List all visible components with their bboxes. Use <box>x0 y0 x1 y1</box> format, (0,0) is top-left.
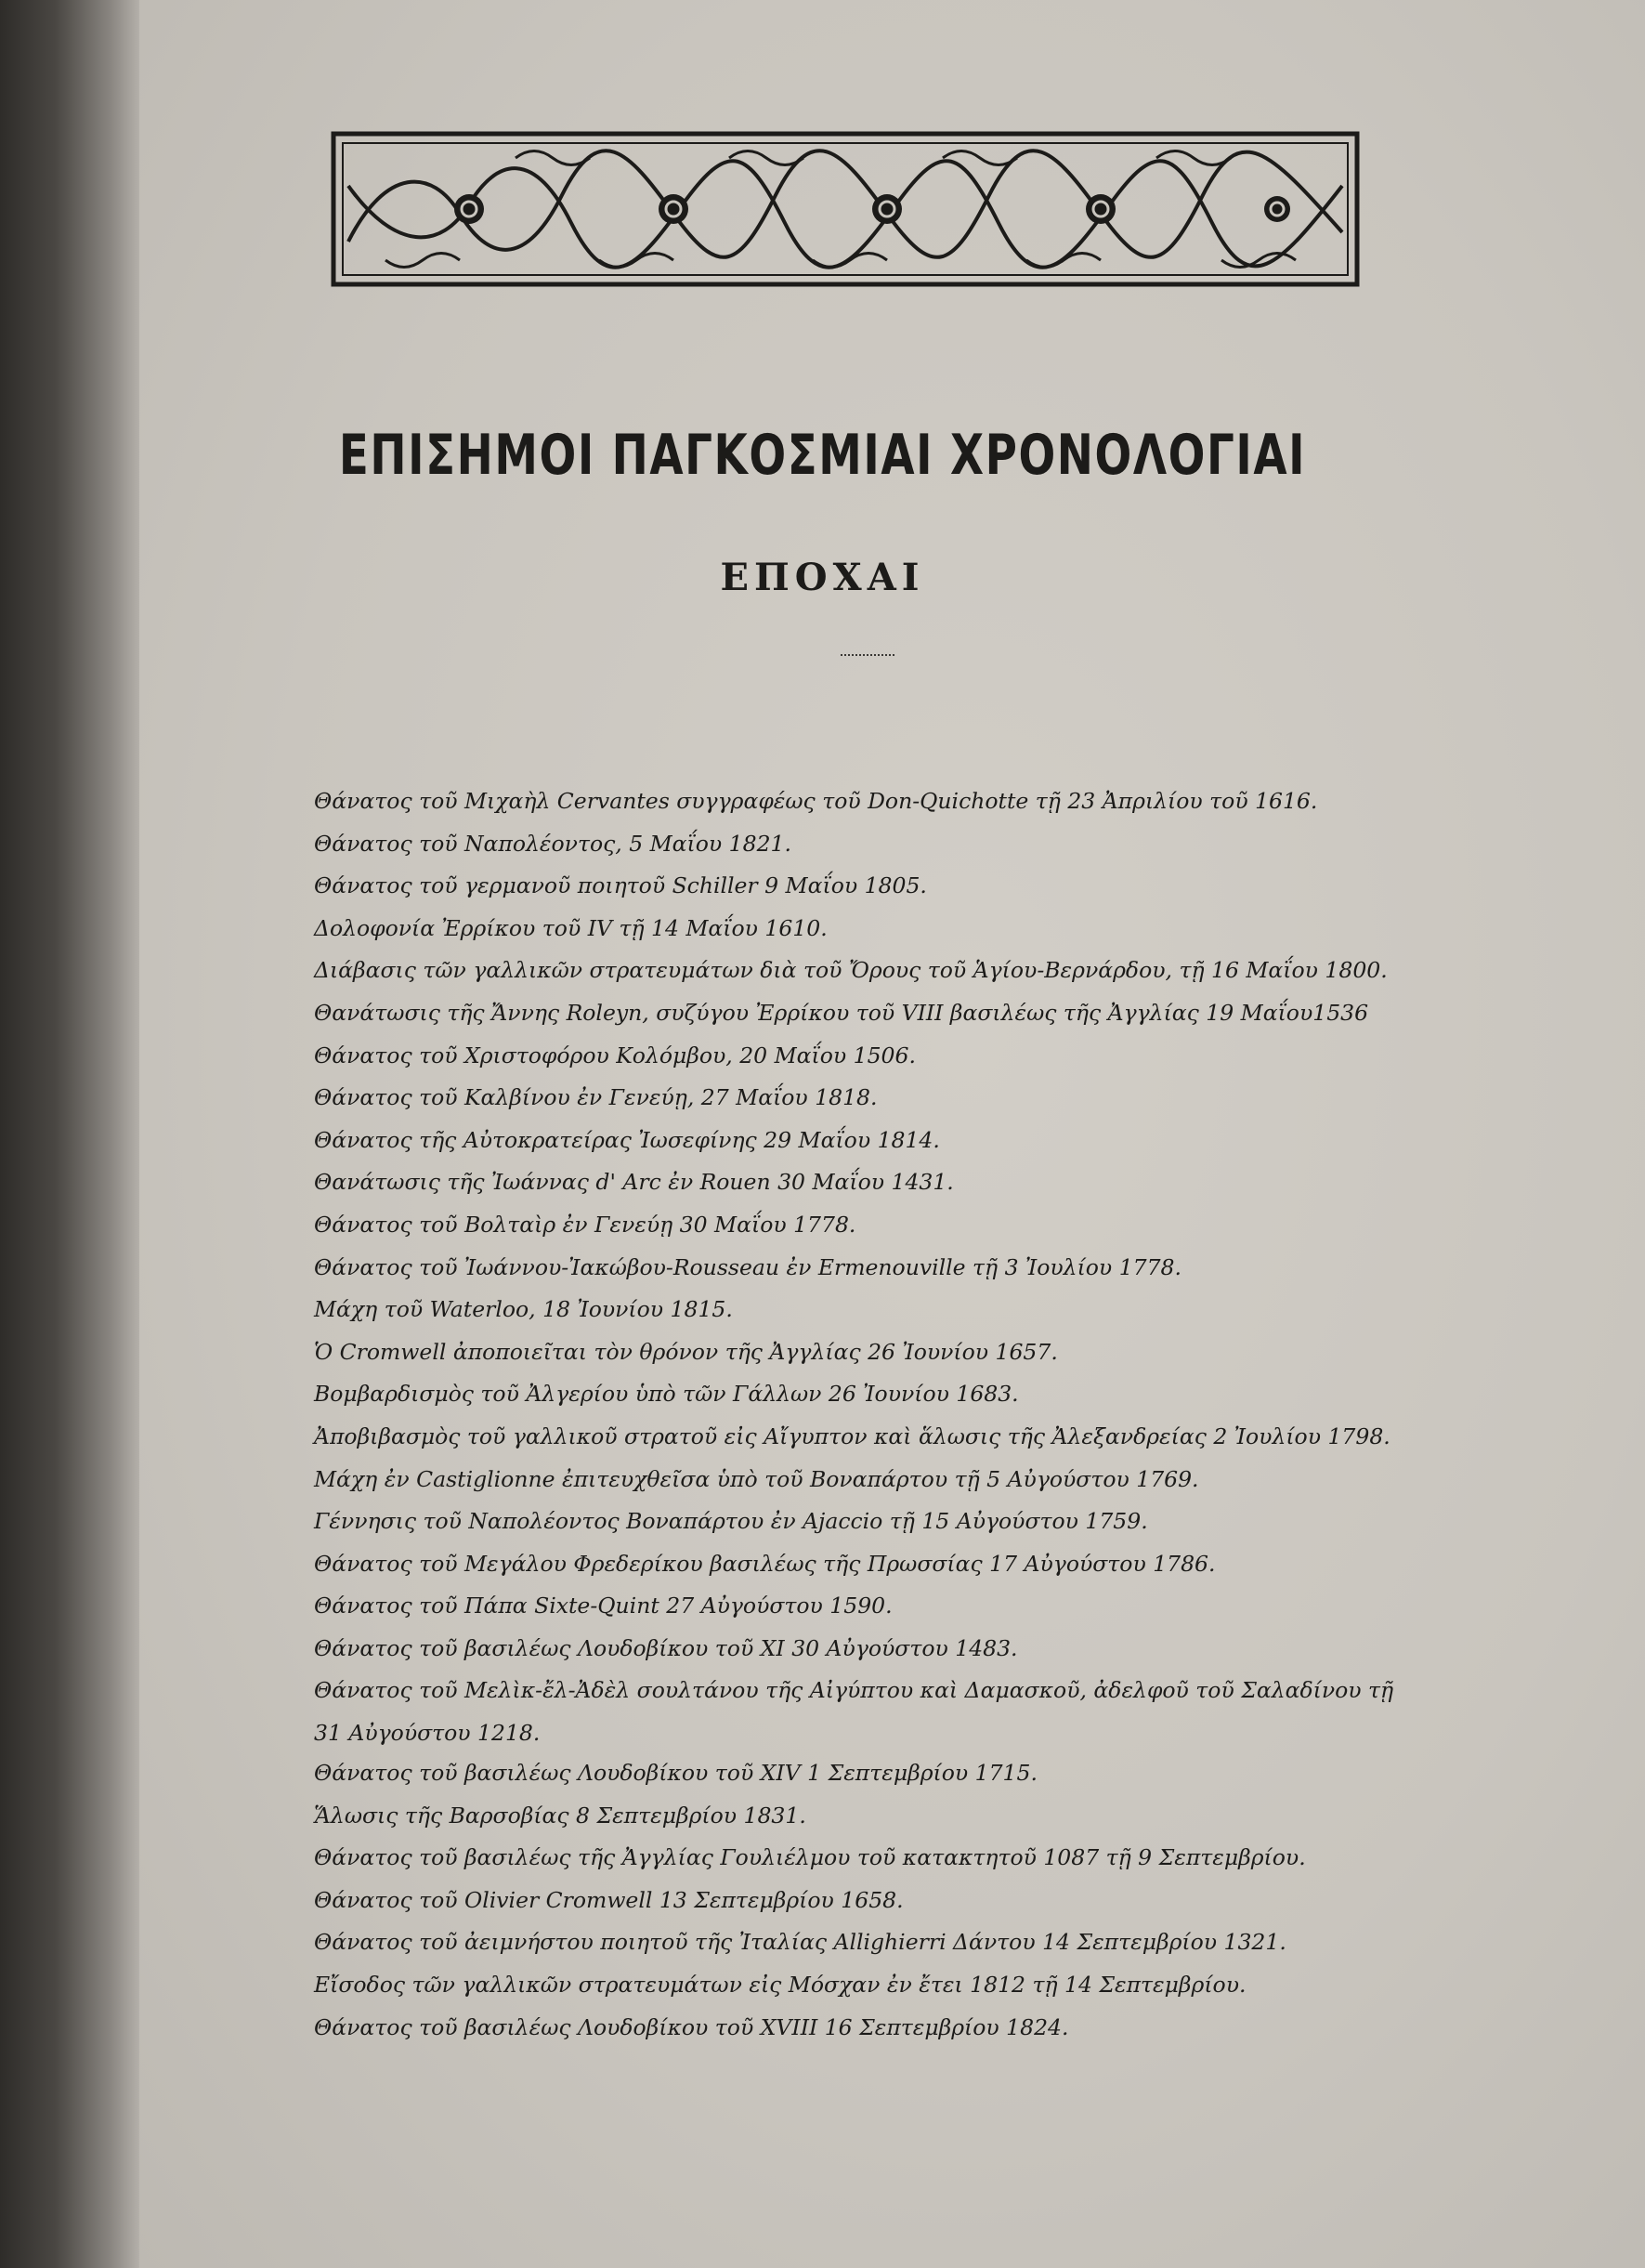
list-item: Θάνατος τοῦ Ναπολέοντος, 5 Μαΐου 1821. <box>314 830 791 857</box>
book-gutter-shadow <box>0 0 139 2268</box>
list-item: Θάνατος τοῦ Βολταὶρ ἐν Γενεύῃ 30 Μαΐου 1778. <box>314 1211 856 1238</box>
chronology-list <box>314 780 1424 2049</box>
list-item-continuation: 31 Αὐγούστου 1218. <box>314 1720 541 1747</box>
ornamental-header-band <box>330 130 1361 288</box>
list-item: Θανάτωσις τῆς Ἄννης Roleyn, συζύγου Ἐρρίκου τοῦ VIII βασιλέως τῆς Ἀγγλίας 19 Μαΐου1536 <box>314 999 1369 1026</box>
list-item: Θανάτωσις τῆς Ἰωάννας d' Arc ἐν Rouen 30 Μαΐου 1431. <box>314 1169 954 1196</box>
list-item: Θάνατος τοῦ Μελὶκ-ἔλ-Ἀδὲλ σουλτάνου τῆς Αἰγύπτου καὶ Δαμασκοῦ, ἀδελφοῦ τοῦ Σαλαδίνου τῇ <box>314 1677 1394 1704</box>
list-item: Διάβασις τῶν γαλλικῶν στρατευμάτων διὰ τοῦ Ὄρους τοῦ Ἁγίου-Βερνάρδου, τῇ 16 Μαΐου 1800. <box>314 957 1388 984</box>
list-item: Θάνατος τοῦ Χριστοφόρου Κολόμβου, 20 Μαΐου 1506. <box>314 1042 916 1068</box>
list-item: Θάνατος τοῦ Μεγάλου Φρεδερίκου βασιλέως τῆς Πρωσσίας 17 Αὐγούστου 1786. <box>314 1550 1216 1577</box>
page-title: ΕΠΙΣΗΜΟΙ ΠΑΓΚΟΣΜΙΑΙ ΧΡΟΝΟΛΟΓΙΑΙ <box>338 423 1307 488</box>
list-item: Θάνατος τοῦ βασιλέως τῆς Ἀγγλίας Γουλιέλμου τοῦ κατακτητοῦ 1087 τῇ 9 Σεπτεμβρίου. <box>314 1844 1306 1871</box>
list-item: Θάνατος τοῦ Καλβίνου ἐν Γενεύῃ, 27 Μαΐου 1818. <box>314 1084 878 1111</box>
list-item: Μάχη τοῦ Waterloo, 18 Ἰουνίου 1815. <box>314 1296 733 1323</box>
list-item: Θάνατος τοῦ Olivier Cromwell 13 Σεπτεμβρίου 1658. <box>314 1886 904 1913</box>
list-item: Θάνατος τοῦ γερμανοῦ ποιητοῦ Schiller 9 Μαΐου 1805. <box>314 872 927 899</box>
list-item: Θάνατος τοῦ Ἰωάννου-Ἰακώβου-Rousseau ἐν Ermenouville τῇ 3 Ἰουλίου 1778. <box>314 1253 1182 1280</box>
list-item: Δολοφονία Ἐρρίκου τοῦ IV τῇ 14 Μαΐου 1610. <box>314 914 828 941</box>
list-item: Μάχη ἐν Castiglionne ἐπιτευχθεῖσα ὑπὸ τοῦ Βοναπάρτου τῇ 5 Αὐγούστου 1769. <box>314 1465 1199 1492</box>
list-item: Ἀποβιβασμὸς τοῦ γαλλικοῦ στρατοῦ εἰς Αἴγυπτον καὶ ἅλωσις τῆς Ἀλεξανδρείας 2 Ἰουλίου 1798. <box>314 1422 1390 1449</box>
list-item: Ὁ Cromwell ἀποποιεῖται τὸν θρόνον τῆς Ἀγγλίας 26 Ἰουνίου 1657. <box>314 1338 1058 1365</box>
list-item: Θάνατος τοῦ βασιλέως Λουδοβίκου τοῦ XI 30 Αὐγούστου 1483. <box>314 1634 1018 1661</box>
list-item: Γέννησις τοῦ Ναπολέοντος Βοναπάρτου ἐν Ajaccio τῇ 15 Αὐγούστου 1759. <box>314 1508 1148 1535</box>
list-item: Θάνατος τοῦ Πάπα Sixte-Quint 27 Αὐγούστου 1590. <box>314 1593 893 1619</box>
list-item: Θάνατος τῆς Αὐτοκρατείρας Ἰωσεφίνης 29 Μαΐου 1814. <box>314 1126 940 1153</box>
list-item: Θάνατος τοῦ ἀειμνήστου ποιητοῦ τῆς Ἰταλίας Allighierri Δάντου 14 Σεπτεμβρίου 1321. <box>314 1929 1286 1956</box>
section-subtitle: ΕΠΟΧΑΙ <box>720 556 925 599</box>
list-item: Θάνατος τοῦ Μιχαὴλ Cervantes συγγραφέως τοῦ Don-Quichotte τῇ 23 Ἀπριλίου τοῦ 1616. <box>314 788 1318 814</box>
list-item: Εἴσοδος τῶν γαλλικῶν στρατευμάτων εἰς Μόσχαν ἐν ἔτει 1812 τῇ 14 Σεπτεμβρίου. <box>314 1972 1247 1999</box>
list-item: Βομβαρδισμὸς τοῦ Ἀλγερίου ὑπὸ τῶν Γάλλων 26 Ἰουνίου 1683. <box>314 1381 1019 1408</box>
list-item: Ἅλωσις τῆς Βαρσοβίας 8 Σεπτεμβρίου 1831. <box>314 1802 806 1829</box>
list-item: Θάνατος τοῦ βασιλέως Λουδοβίκου τοῦ XVIII 16 Σεπτεμβρίου 1824. <box>314 2013 1069 2040</box>
dotted-divider <box>841 654 894 656</box>
list-item: Θάνατος τοῦ βασιλέως Λουδοβίκου τοῦ XIV 1 Σεπτεμβρίου 1715. <box>314 1760 1038 1787</box>
